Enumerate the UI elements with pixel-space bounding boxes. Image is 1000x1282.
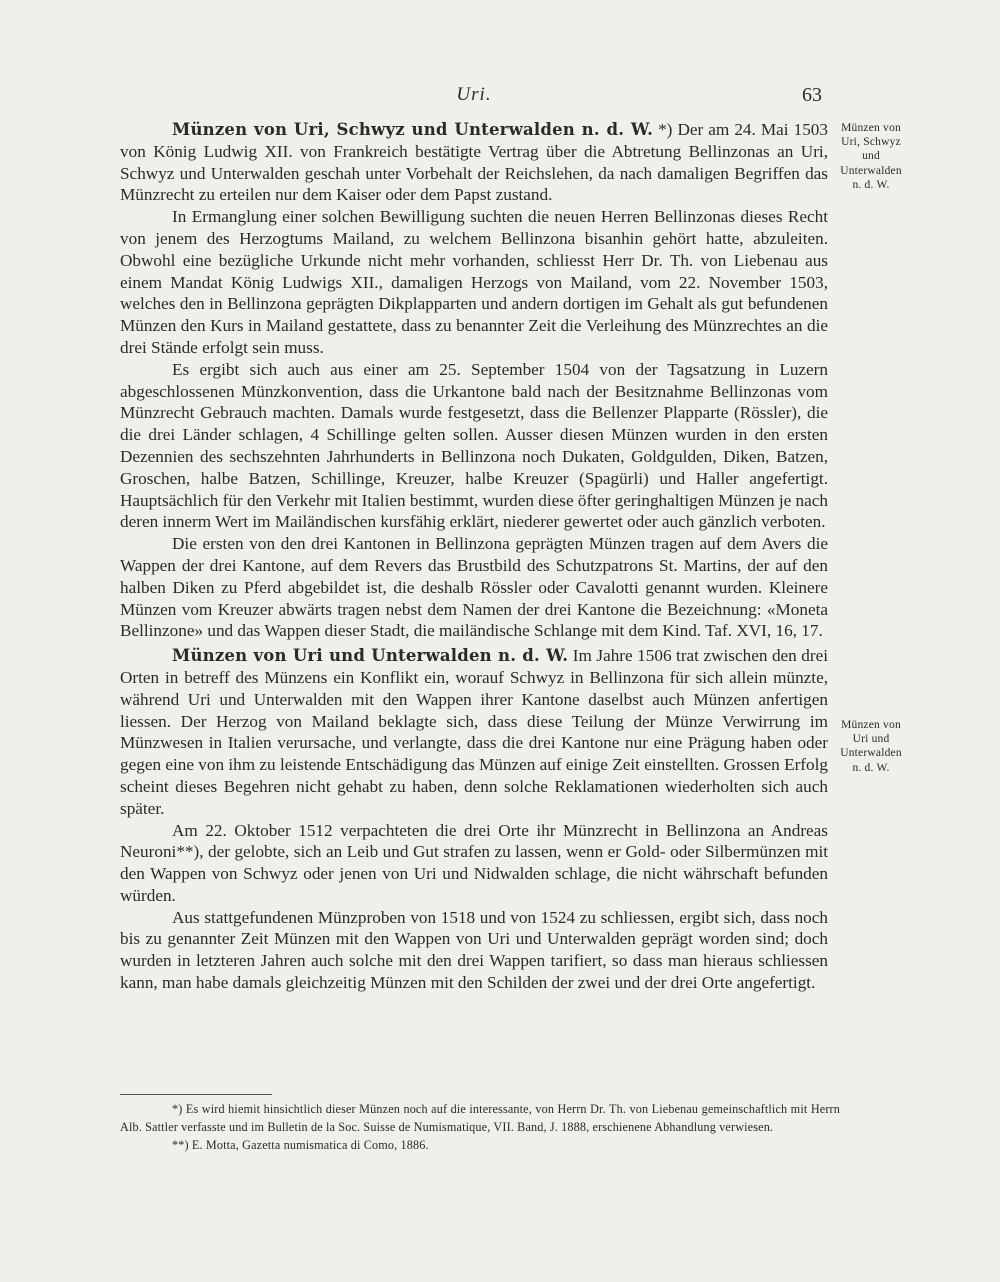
paragraph <box>120 119 828 206</box>
paragraph <box>120 645 828 819</box>
section-heading: Münzen von Uri und Unterwalden n. d. W. <box>172 646 569 666</box>
footnote: **) E. Motta, Gazetta numismatica di Como, 1886. <box>172 1138 429 1152</box>
paragraph: Am 22. Oktober 1512 verpachteten die drei Orte ihr Münzrecht in Bellinzona an Andreas Neuroni**), der gelobte, sich an Leib und Gut strafen zu lassen, wenn er Gold- oder Silbermünzen mit den Wappen von Schwyz oder jenen von Uri und Nidwalden schlage, die nicht währschaft befunden würden. <box>120 820 828 905</box>
footnotes <box>120 1100 840 1154</box>
paragraph: Aus stattgefundenen Münzproben von 1518 und von 1524 zu schliessen, ergibt sich, dass noch bis zu genannter Zeit Münzen mit den Wappen von Uri und Unterwalden geprägt worden sind; doch wurden in letzteren Jahren auch solche mit den drei Wappen tarifiert, so dass man hieraus schliessen kann, man habe damals gleichzeitig Münzen mit den Schilden der zwei und der drei Orte angefertigt. <box>120 907 828 993</box>
paragraph: In Ermanglung einer solchen Bewilligung suchten die neuen Herren Bellinzonas dieses Recht von jenem des Herzogtums Mailand, zu welchem Bellinzona bisanhin gehört hatte, abzuleiten. Obwohl eine bezügliche Urkunde nicht mehr vorhanden, schliesst Herr Dr. Th. von Liebenau aus einem Mandat König Ludwigs XII., damaligen Herzogs von Mailand, vom 22. November 1503, welches den in Bellinzona geprägten Dikplapparten und andern dortigen im Gehalt als gut befundenen Münzen den Kurs in Mailand gestattete, dass zu benannter Zeit die Verleihung des Münzrechtes an die drei Stände erfolgt sein muss. <box>120 207 828 357</box>
paragraph-text: *) Der am 24. Mai 1503 von König Ludwig XII. von Frankreich bestätigte Vertrag über die Abtretung Bellinzonas an Uri, Schwyz und Unterwalden geschah unter Vorbehalt der Reichslehen, da nach damaligen Begriffen das Münzrecht zu erteilen nur dem Kaiser oder dem Papst zustand. <box>120 120 828 205</box>
page-number: 63 <box>802 84 822 106</box>
footnote: *) Es wird hiemit hinsichtlich dieser Münzen noch auf die interessante, von Herrn Dr. Th. von Liebenau gemeinschaftlich mit Herrn Alb. Sattler verfasste und im Bulletin de la Soc. Suisse de Numismatique, VII. Band, J. 1888, erschienene Abhandlung verwiesen. <box>120 1102 840 1134</box>
section-heading: Münzen von Uri, Schwyz und Unterwalden n. d. W. <box>172 120 654 139</box>
marginal-note-2: Münzen von Uri und Unterwalden n. d. W. <box>840 719 902 774</box>
paragraph-text: Im Jahre 1506 trat zwischen den drei Orten in betreff des Münzens ein Konflikt ein, worauf Schwyz in Bellinzona für sich allein münzte, während Uri und Unterwalden mit den Wappen ihrer Kantone daselbst auch Münzen anfertigen liessen. Der Herzog von Mailand beklagte sich, dass diese Teilung der Münze Verwirrung im Münzwesen in Italien verursache, und verlangte, dass die drei Kantone nur eine Prägung haben oder gegen eine von ihm zu leistende Entschädigung das Münzen auf einige Zeit einstellten. Grossen Erfolg scheint dieses Begehren nicht gehabt zu haben, denn solche Reklamationen wiederholten sich auch später. <box>120 646 828 818</box>
body-text <box>120 119 828 994</box>
paragraph: Die ersten von den drei Kantonen in Bellinzona geprägten Münzen tragen auf dem Avers die Wappen der drei Kantone, auf dem Revers das Brustbild des Schutzpatrons St. Martins, der auf den halben Diken zu Pferd abgebildet ist, die deshalb Rössler oder Cavalotti genannt wurden. Kleinere Münzen vom Kreuzer abwärts tragen nebst dem Namen der drei Kantone die Bezeichnung: «Moneta Bellinzone» und das Wappen dieser Stadt, die mailändische Schlange mit dem Kind. Taf. XVI, 16, 17. <box>120 534 828 641</box>
page-header <box>120 84 828 114</box>
running-title: Uri. <box>456 84 492 105</box>
footnote-rule <box>120 1094 272 1095</box>
marginal-note-1: Münzen von Uri, Schwyz und Unterwalden n. d. W. <box>840 122 902 191</box>
paragraph: Es ergibt sich auch aus einer am 25. September 1504 von der Tagsatzung in Luzern abgeschlossenen Münzkonvention, dass die Urkantone bald nach der Besitznahme Bellinzonas vom Münzrecht Gebrauch machten. Damals wurde festgesetzt, dass die Bellenzer Plapparte (Rössler), die die drei Länder schlagen, 4 Schillinge gelten sollen. Ausser diesen Münzen wurden in den ersten Dezennien des sechszehnten Jahrhunderts in Bellinzona noch Dukaten, Goldgulden, Diken, Batzen, Groschen, halbe Batzen, Schillinge, Kreuzer, halbe Kreuzer (Spagürli) und Haller angefertigt. Hauptsächlich für den Verkehr mit Italien bestimmt, wurden diese öfter geringhaltigen Münzen je nach deren innerm Wert im Mailändischen kursfähig erklärt, niederer gewertet oder auch gänzlich verboten. <box>120 359 828 532</box>
